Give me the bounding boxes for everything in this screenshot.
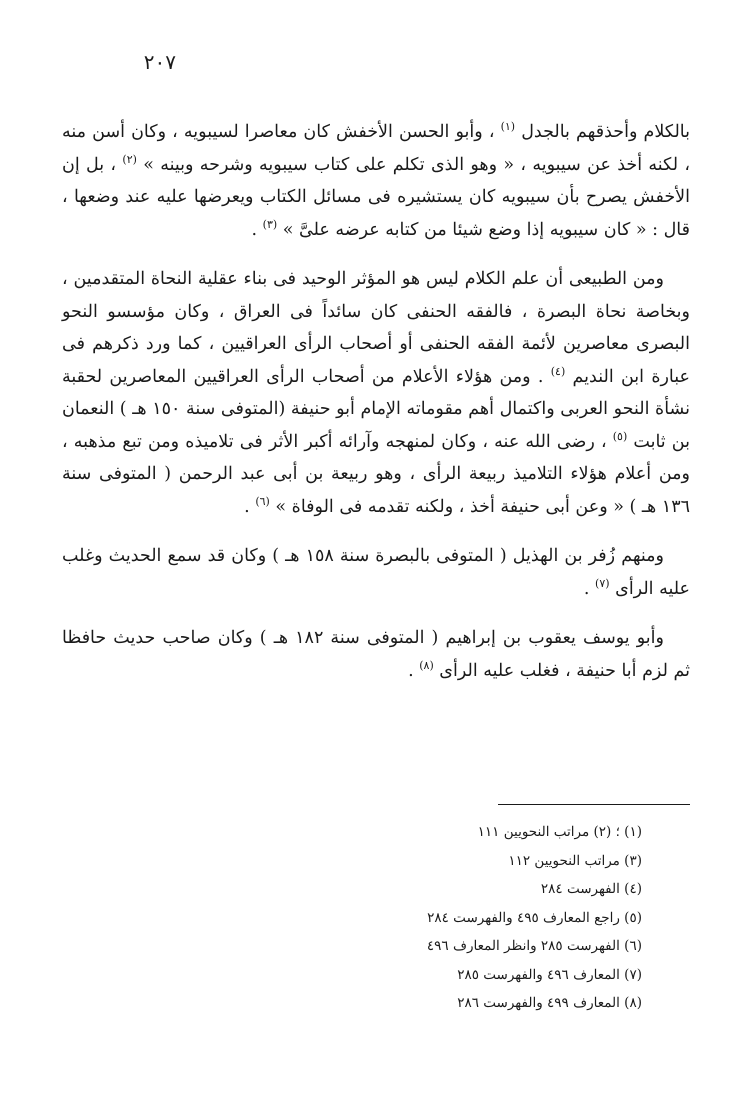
paragraph-text: . (583, 578, 596, 599)
footnote-separator (498, 804, 690, 805)
footnote-item: (٣) مراتب النحويين ١١٢ (508, 852, 642, 869)
paragraph (62, 116, 690, 246)
footnote-reference: (٢) (122, 152, 137, 166)
footnote-reference: (٨) (419, 658, 434, 672)
paragraph (62, 263, 690, 523)
footnote-item: (٥) راجع المعارف ٤٩٥ والفهرست ٢٨٤ (427, 909, 642, 926)
paragraph-text: . (251, 219, 263, 240)
footnote-reference: (١) (500, 120, 516, 134)
paragraph-text: ومن الطبيعى أن علم الكلام ليس هو المؤثر الوحيد فى بناء عقلية النحاة المتقدمين ، وبخاصة نحاة البصرة ، فالفقه الحنفى كان سائداً فى العراق ، وكان مؤسسو النحو البصرى معاصرين لأئمة الفقه الحنفى أو أصحاب الرأى العراقيين ، كما ورد ذكرهم فى عبارة ابن النديم (62, 269, 690, 387)
paragraph (62, 540, 690, 605)
page-number: ٢٠٧ (143, 50, 176, 74)
body-text (62, 116, 690, 687)
paragraph (62, 622, 690, 687)
paragraph-text: . ومن هؤلاء الأعلام من أصحاب الرأى العراقيين المعاصرين لحقبة نشأة النحو العربى واكتمال أهم مقوماته الإمام أبو حنيفة (المتوفى سنة ١٥٠ هـ ) النعمان بن ثابت (62, 366, 691, 452)
paragraph-text: ، بل إن الأخفش يصرح بأن سيبويه كان يستشيره فى مسائل الكتاب ويعرضها عليه عند وضعها ، قال : « كان سيبويه إذا وضع شيئا من كتابه عرضه علىَّ » (62, 154, 690, 240)
paragraph-text: ، وأبو الحسن الأخفش كان معاصرا لسيبويه ، وكان أسن منه ، لكنه أخذ عن سيبويه ، « وهو الذى تكلم على كتاب سيبويه وشرحه وبينه » (62, 122, 690, 175)
footnote-item: (١) ؛ (٢) مراتب النحويين ١١١ (477, 824, 642, 840)
paragraph-text: . (244, 496, 256, 517)
paragraph-text: وأبو يوسف يعقوب بن إبراهيم ( المتوفى سنة ١٨٢ هـ ) وكان صاحب حديث حافظا ثم لزم أبا حنيفة ، فغلب عليه الرأى (62, 628, 690, 681)
footnote-item: (٦) الفهرست ٢٨٥ وانظر المعارف ٤٩٦ (426, 938, 642, 954)
paragraph-text: ، رضى الله عنه ، وكان لمنهجه وآرائه أكبر الأثر فى تلاميذه ومن تبع مذهبه ، ومن أعلام هؤلاء التلاميذ ربيعة الرأى ، وهو ربيعة بن أبى عبد الرحمن ( المتوفى سنة ١٣٦ هـ ) « وعن أبى حنيفة أخذ ، ولكنه تقدمه فى الوفاة » (62, 431, 690, 517)
footnote-item: (٧) المعارف ٤٩٦ والفهرست ٢٨٥ (457, 966, 642, 983)
footnote-reference: (٧) (595, 576, 610, 590)
footnote-item: (٤) الفهرست ٢٨٤ (540, 881, 642, 897)
footnotes-list (322, 818, 642, 1018)
footnote-item: (٨) المعارف ٤٩٩ والفهرست ٢٨٦ (457, 995, 642, 1011)
footnote-reference: (٣) (262, 217, 278, 231)
paragraph-text: . (408, 660, 420, 681)
paragraph-text: بالكلام وأحذقهم بالجدل (515, 122, 690, 142)
footnote-reference: (٦) (255, 494, 270, 508)
footnote-reference: (٤) (550, 364, 566, 378)
paragraph-text: ومنهم زُفر بن الهذيل ( المتوفى بالبصرة سنة ١٥٨ هـ ) وكان قد سمع الحديث وغلب عليه الرأى (62, 546, 690, 599)
footnote-reference: (٥) (612, 429, 628, 443)
